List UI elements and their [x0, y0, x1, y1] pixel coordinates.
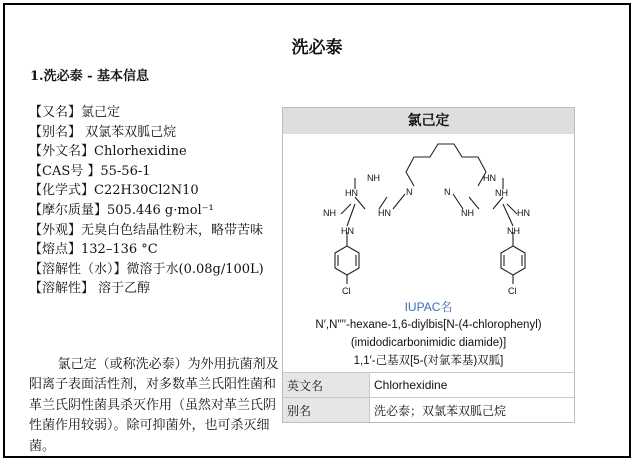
atom-label: HN [378, 208, 391, 218]
atom-label: NH [461, 208, 474, 218]
iupac-label: IUPAC名 [404, 300, 453, 314]
atom-label: Cl [508, 286, 517, 296]
info-value: 132–136 °C [81, 242, 158, 258]
atom-label: HN [483, 173, 496, 183]
info-tag: 【又名】 [29, 105, 82, 120]
iupac-line: 1,1′-己基双[5-(对氯苯基)双胍] [353, 355, 504, 367]
page-title: 洗必泰 [291, 38, 343, 58]
info-item-cas [29, 162, 275, 182]
info-tag: 【外文名】 [29, 144, 95, 160]
info-value: 505.446 g·mol⁻¹ [107, 202, 214, 218]
chlorhexidine-structure-diagram [283, 134, 574, 296]
infobox-card [282, 107, 575, 423]
atom-label: NH [495, 188, 508, 198]
atom-label: N [444, 187, 451, 197]
info-item-other-name [29, 123, 275, 143]
info-tag: 【外观】 [29, 222, 82, 238]
info-value: 无臭白色结晶性粉末，略带苦味 [81, 222, 264, 238]
info-tag: 【化学式】 [29, 183, 95, 199]
page-frame [3, 3, 631, 458]
description-paragraph: 氯己定（或称洗必泰）为外用抗菌剂及阳离子表面活性剂，对多数革兰氏阳性菌和革兰氏阴性菌具杀灭作用（虽然对革兰氏阴性菌作用较弱）。除可抑菌外，也可杀灭细菌。 [29, 357, 279, 454]
info-value: 溶于乙醇 [94, 281, 151, 297]
info-value: 氯己定 [81, 105, 121, 120]
atom-label: N [406, 187, 413, 197]
infobox-table [283, 372, 574, 422]
info-item-water-solubility [29, 260, 275, 280]
info-value: Chlorhexidine [94, 144, 187, 160]
info-value: 55-56-1 [100, 163, 151, 179]
atom-label: NH [367, 173, 380, 183]
section-heading: 1.洗必泰 - 基本信息 [30, 69, 150, 84]
info-value: 双氯苯双胍己烷 [81, 124, 177, 140]
info-value: 微溶于水(0.08g/100L) [126, 261, 264, 277]
table-row [283, 398, 574, 423]
iupac-name [283, 316, 574, 370]
atom-label: NH [323, 208, 336, 218]
row-value: 洗必泰；双氯苯双胍己烷 [370, 398, 575, 423]
info-tag: 【溶解性（水）】 [29, 261, 127, 277]
iupac-line: N′,N′′′′-hexane-1,6-diylbis[N-(4-chlorophenyl) [315, 319, 542, 331]
atom-label: HN [517, 208, 530, 218]
iupac-line: (imidodicarbonimidic diamide)] [350, 337, 507, 349]
atom-label: NH [507, 226, 520, 236]
infobox-title: 氯己定 [283, 108, 574, 134]
atom-label: HN [345, 188, 358, 198]
info-item-melting-point [29, 240, 275, 260]
row-key: 别名 [283, 398, 370, 423]
table-row [283, 373, 574, 398]
info-tag: 【熔点】 [29, 242, 82, 258]
info-item-molar-mass [29, 201, 275, 221]
info-item-formula [29, 181, 275, 201]
info-item-foreign-name [29, 142, 275, 162]
info-item-alias [29, 103, 275, 123]
info-tag: 【摩尔质量】 [29, 202, 108, 218]
info-item-appearance [29, 221, 275, 241]
row-key: 英文名 [283, 373, 370, 398]
row-value: Chlorhexidine [370, 373, 575, 398]
atom-label: Cl [342, 286, 351, 296]
info-list [29, 103, 275, 299]
info-tag: 【CAS号 】 [29, 163, 101, 179]
info-value: C22H30Cl2N10 [94, 183, 199, 199]
atom-label: HN [341, 226, 354, 236]
info-tag: 【别名】 [29, 124, 82, 140]
info-tag: 【溶解性】 [29, 281, 95, 297]
info-item-solubility [29, 279, 275, 299]
